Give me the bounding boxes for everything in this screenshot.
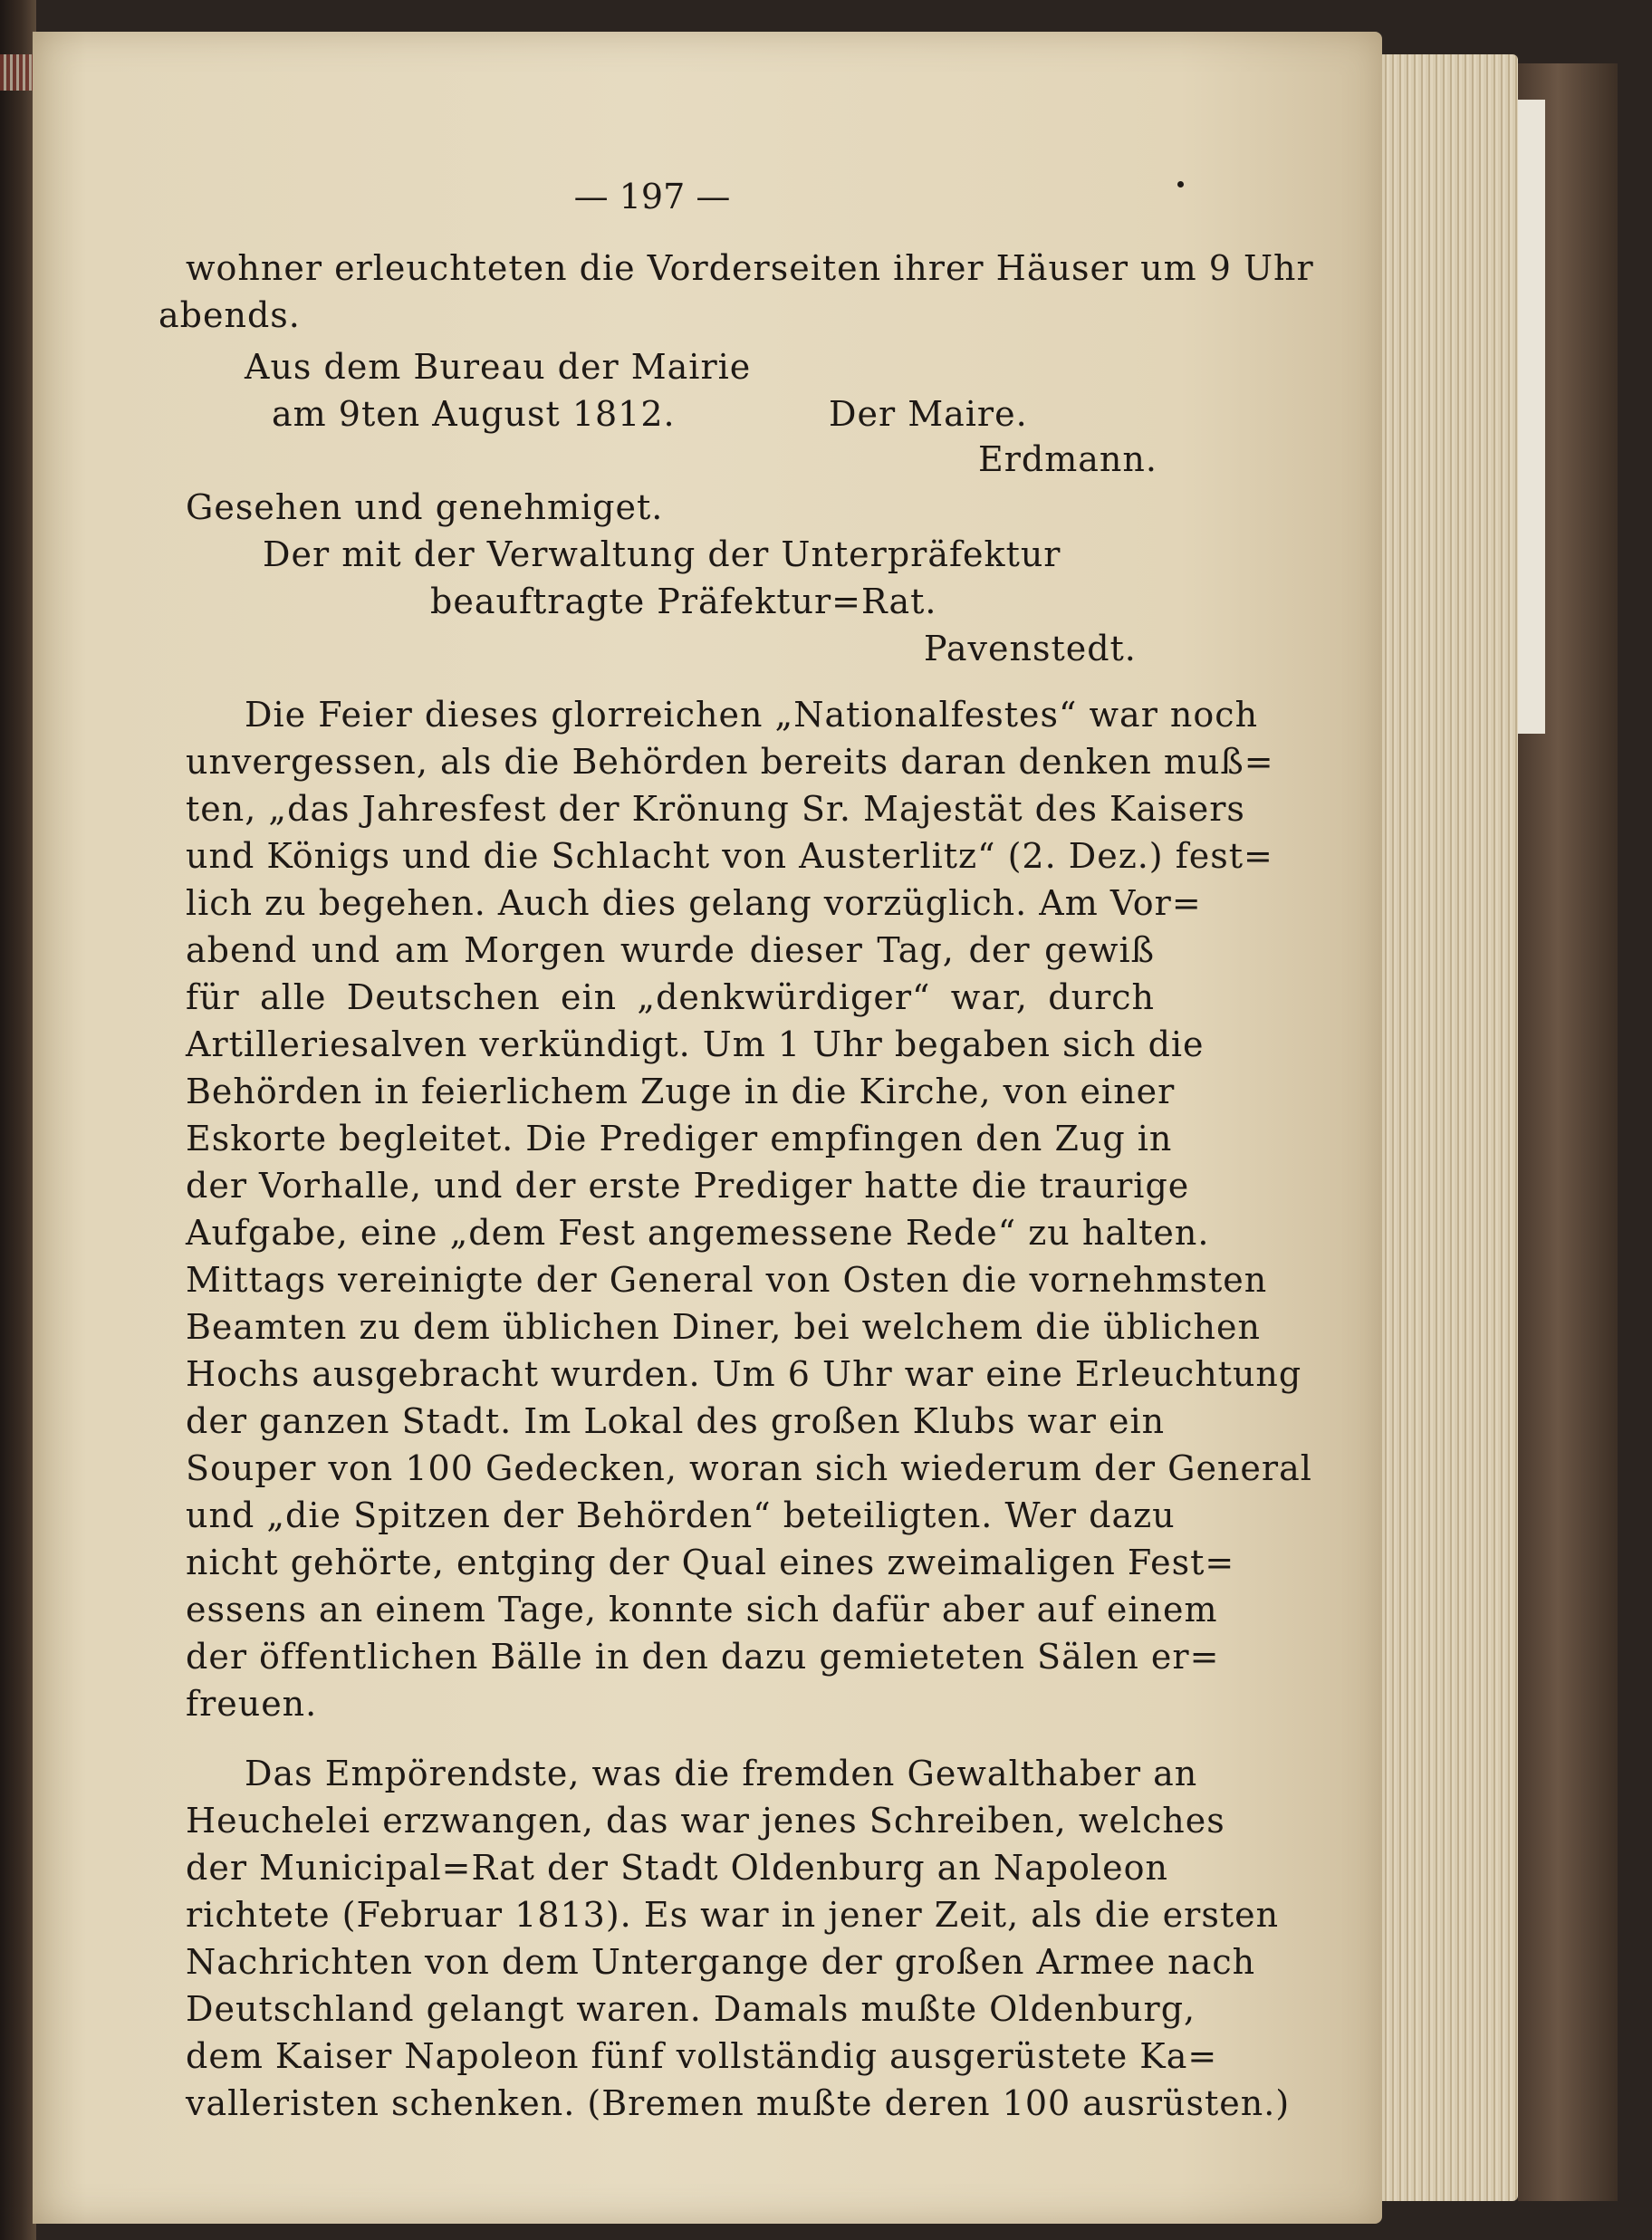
text-line: der ganzen Stadt. Im Lokal des großen Klubs war ein <box>186 1401 1166 1441</box>
text-line: Beamten zu dem üblichen Diner, bei welchem die üblichen <box>186 1307 1261 1347</box>
text-line: essens an einem Tage, konnte sich dafür aber auf einem <box>186 1590 1218 1630</box>
text-line: Die Feier dieses glorreichen „Nationalfestes“ war noch <box>245 695 1259 735</box>
print-mark <box>1177 181 1184 187</box>
text-line: der Vorhalle, und der erste Prediger hatte die traurige <box>186 1166 1190 1206</box>
text-line: Artilleriesalven verkündigt. Um 1 Uhr begaben sich die <box>186 1024 1205 1064</box>
text-line: Behörden in feierlichem Zuge in die Kirche, von einer <box>186 1072 1176 1111</box>
text-line: wohner erleuchteten die Vorderseiten ihrer Häuser um 9 Uhr <box>186 248 1314 288</box>
page-edges <box>1382 54 1518 2201</box>
text-line: Der Maire. <box>829 394 1028 434</box>
text-line: Pavenstedt. <box>924 629 1137 668</box>
text-line: Deutschland gelangt waren. Damals mußte Oldenburg, <box>186 1989 1196 2029</box>
text-line: Der mit der Verwaltung der Unterpräfektur <box>263 534 1061 574</box>
text-line: Nachrichten von dem Untergange der großen Armee nach <box>186 1942 1256 1982</box>
text-line: und Königs und die Schlacht von Austerlitz“ (2. Dez.) fest= <box>186 836 1273 876</box>
text-line: am 9ten August 1812. <box>272 394 676 434</box>
text-line: und „die Spitzen der Behörden“ beteiligten. Wer dazu <box>186 1495 1176 1535</box>
scan-background-left <box>0 0 36 2240</box>
text-line: valleristen schenken. (Bremen mußte deren 100 ausrüsten.) <box>186 2083 1291 2123</box>
text-line: Souper von 100 Gedecken, woran sich wiederum der General <box>186 1448 1312 1488</box>
text-line: abends. <box>158 295 301 335</box>
text-line: für alle Deutschen ein „denkwürdiger“ war, durch <box>186 977 1155 1017</box>
text-line: freuen. <box>186 1684 318 1724</box>
binding-thread <box>0 54 36 91</box>
cover-board <box>1518 100 1545 734</box>
text-line: Hochs ausgebracht wurden. Um 6 Uhr war eine Erleuchtung <box>186 1354 1302 1394</box>
text-line: dem Kaiser Napoleon fünf vollständig ausgerüstete Ka= <box>186 2036 1218 2076</box>
text-line: abend und am Morgen wurde dieser Tag, der gewiß <box>186 930 1155 970</box>
text-line: Eskorte begleitet. Die Prediger empfingen den Zug in <box>186 1119 1173 1158</box>
text-line: lich zu begehen. Auch dies gelang vorzüglich. Am Vor= <box>186 883 1202 923</box>
page-number: — 197 — <box>573 177 731 216</box>
text-line: der öffentlichen Bälle in den dazu gemieteten Sälen er= <box>186 1637 1220 1677</box>
text-line: Erdmann. <box>978 439 1157 479</box>
text-line: Gesehen und genehmiget. <box>186 487 664 527</box>
text-line: nicht gehörte, entging der Qual eines zweimaligen Fest= <box>186 1543 1235 1582</box>
text-line: Aufgabe, eine „dem Fest angemessene Rede“ zu halten. <box>186 1213 1210 1253</box>
text-line: der Municipal=Rat der Stadt Oldenburg an Napoleon <box>186 1848 1168 1888</box>
text-line: beauftragte Präfektur=Rat. <box>430 582 937 621</box>
text-line: ten, „das Jahresfest der Krönung Sr. Majestät des Kaisers <box>186 789 1245 829</box>
text-line: Heuchelei erzwangen, das war jenes Schreiben, welches <box>186 1801 1225 1841</box>
text-line: unvergessen, als die Behörden bereits daran denken muß= <box>186 742 1274 782</box>
text-line: Aus dem Bureau der Mairie <box>245 347 752 387</box>
text-line: richtete (Februar 1813). Es war in jener Zeit, als die ersten <box>186 1895 1280 1935</box>
text-line: Mittags vereinigte der General von Osten die vornehmsten <box>186 1260 1268 1300</box>
text-line: Das Empörendste, was die fremden Gewalthaber an <box>245 1754 1198 1793</box>
